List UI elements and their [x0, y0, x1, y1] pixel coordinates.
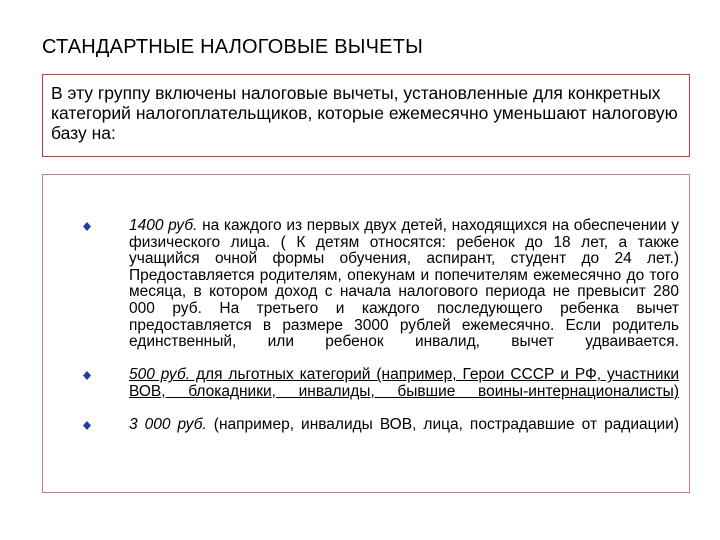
item-text: для льготных категорий (например, Герои СССР и РФ, участники ВОВ, блокадники, инвалиды, бывшие воины-интернационалисты)	[129, 366, 679, 400]
intro-text: В эту группу включены налоговые вычеты, установленные для конкретных категорий налогоплательщиков, которые ежемесячно уменьшают налоговую базу на:	[51, 83, 678, 143]
diamond-bullet-icon	[83, 421, 91, 429]
item-text: на каждого из первых двух детей, находящихся на обеспечении у физического лица. ( К детям относятся: ребенок до 18 лет, а также учащийся очной формы обучения, аспирант, студент до 24 лет.) Предоставляется родителям, опекунам и попечителям ежемесячно до того месяца, в котором доход с начала налогового периода не превысит 280 000 руб. На третьего и каждого последующего ребенка вычет предоставляется в размере 3000 рублей ежемесячно. Если родитель единственный, или ребенок инвалид, вычет удваивается.	[129, 217, 680, 351]
item-text: (например, инвалиды ВОВ, лица, пострадавшие от радиации)	[206, 416, 679, 434]
item-amount: 500 руб.	[129, 366, 191, 384]
list-item	[83, 417, 679, 450]
deductions-list-box	[42, 174, 690, 493]
page-title: СТАНДАРТНЫЕ НАЛОГОВЫЕ ВЫЧЕТЫ	[42, 36, 424, 58]
item-amount: 1400 руб.	[129, 217, 198, 234]
item-amount: 3 000 руб.	[129, 416, 207, 434]
intro-box	[42, 74, 690, 157]
deductions-list	[83, 218, 679, 450]
list-item	[83, 218, 679, 367]
diamond-bullet-icon	[83, 222, 91, 230]
list-item	[83, 367, 679, 417]
diamond-bullet-icon	[83, 371, 91, 379]
